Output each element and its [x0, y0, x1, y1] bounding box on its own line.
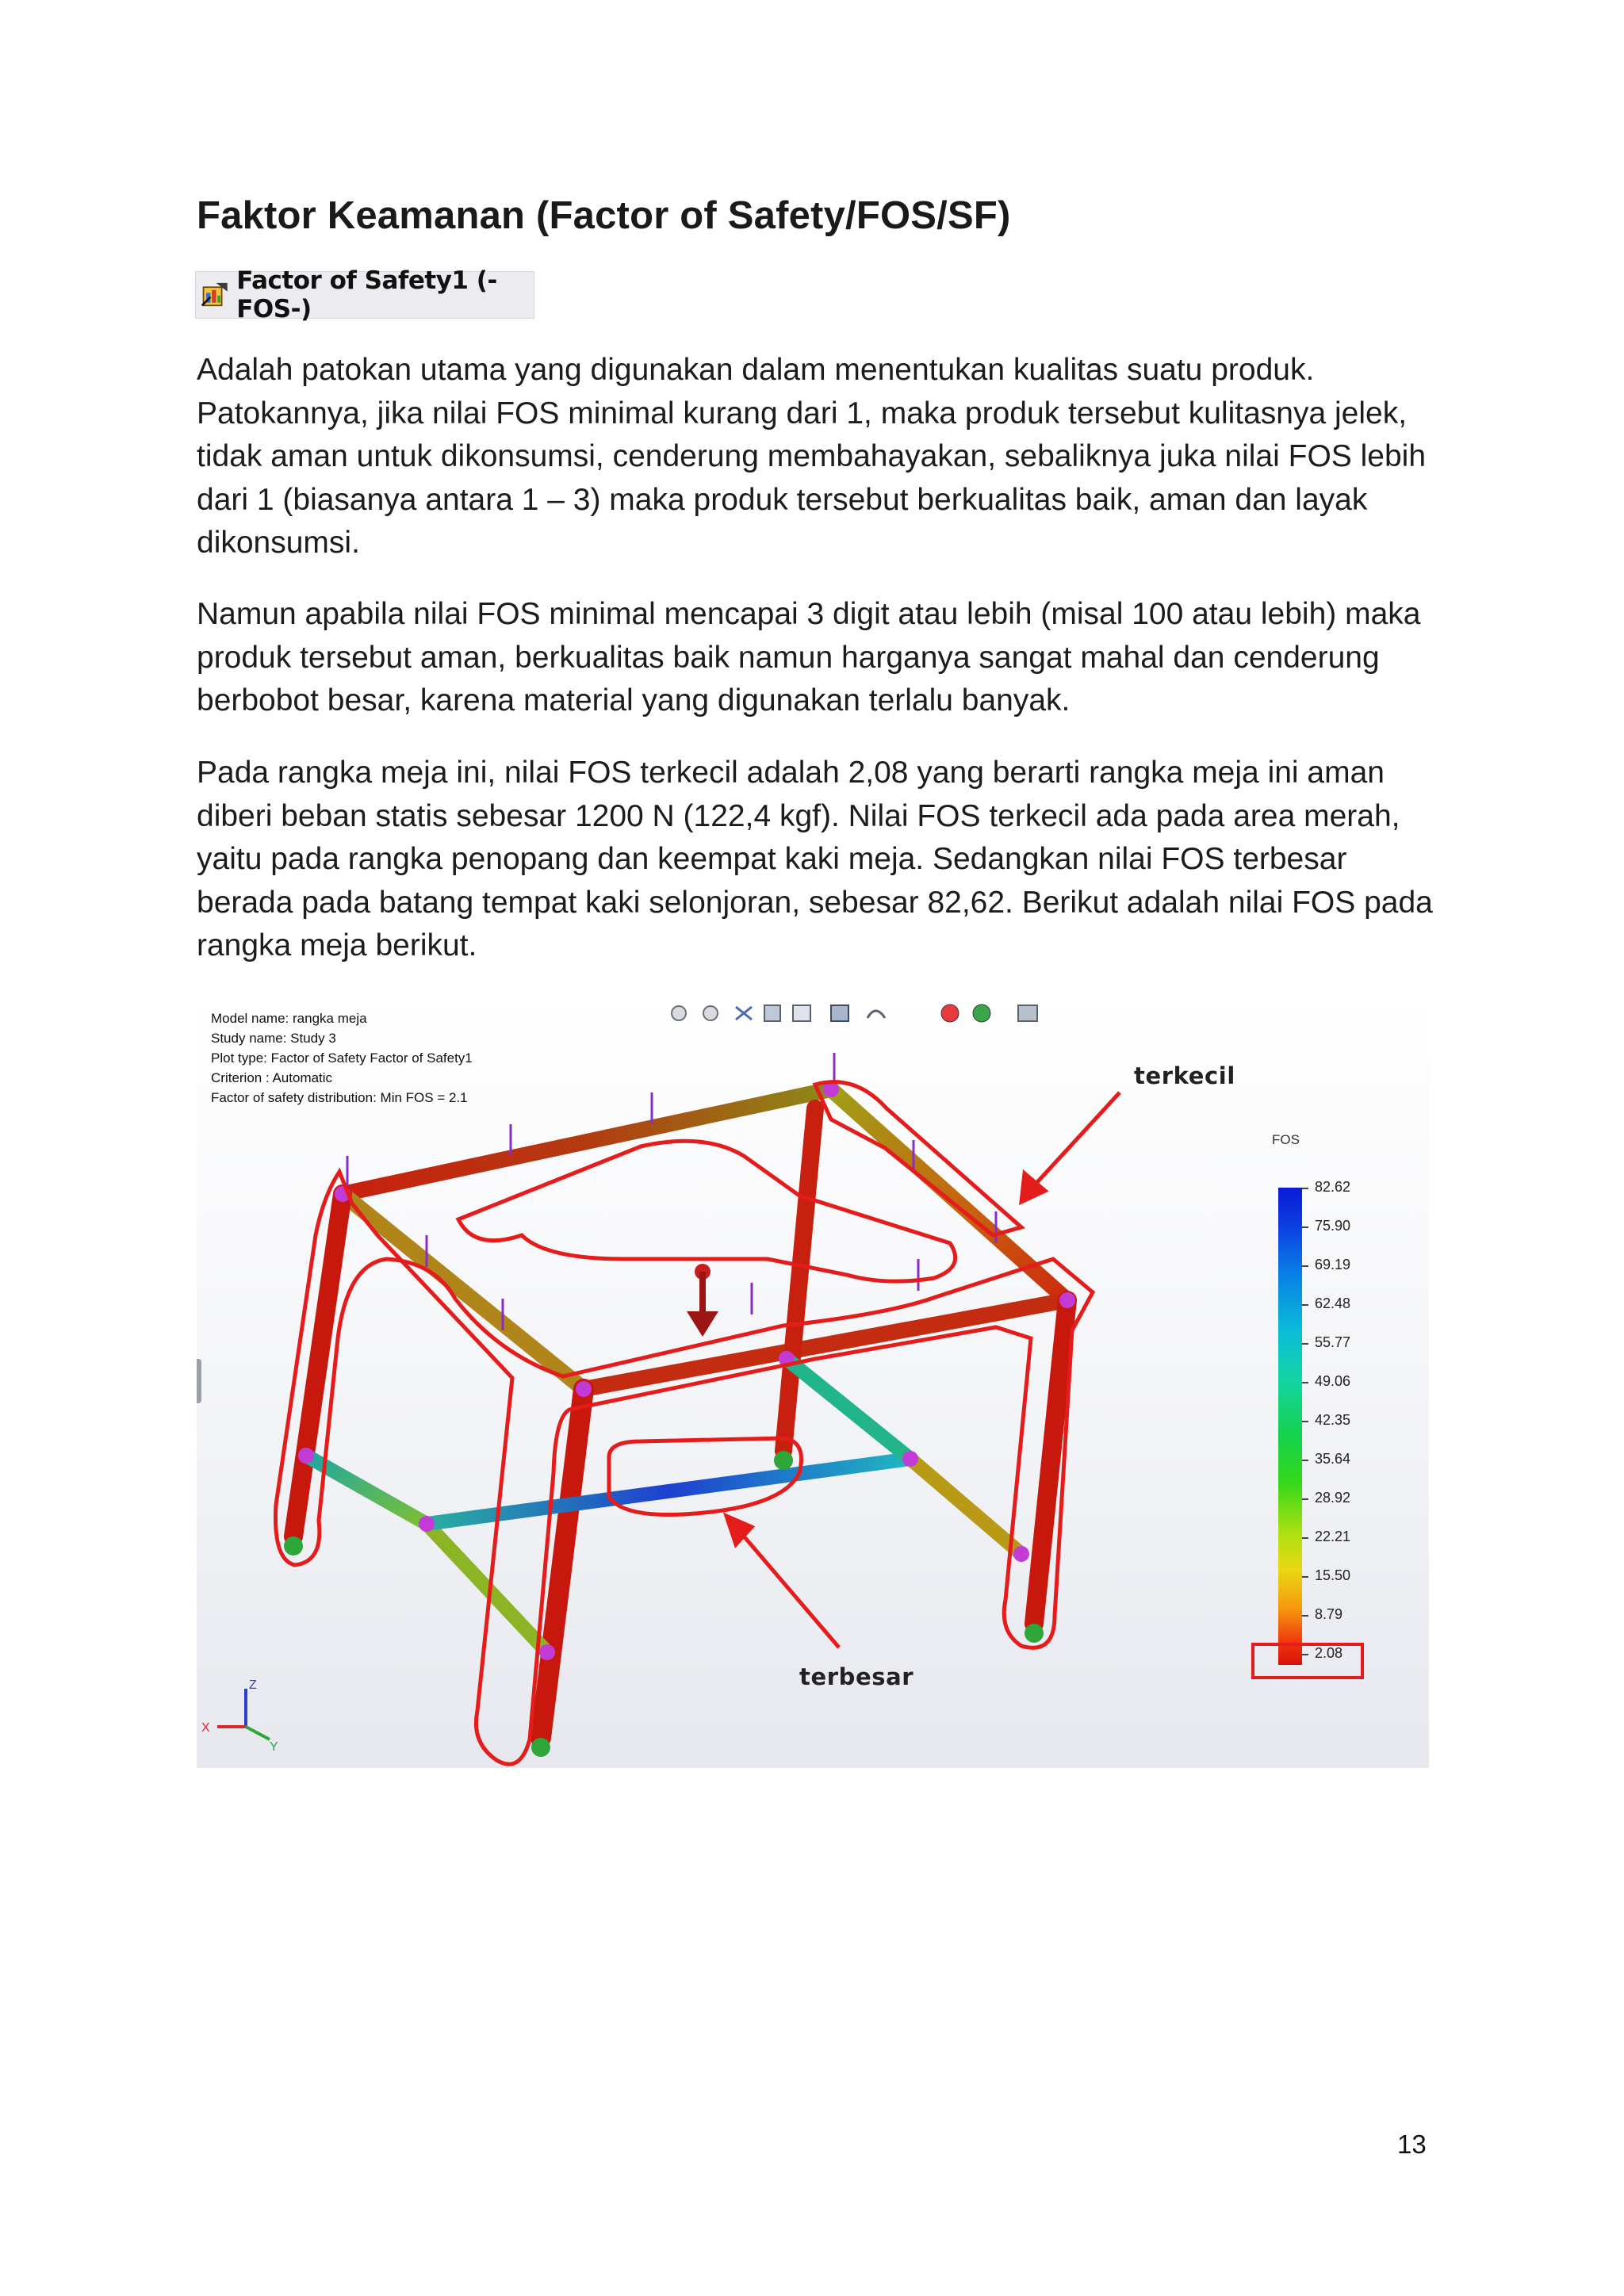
- factor-of-safety-icon: [201, 278, 230, 312]
- page-number: 13: [1397, 2130, 1427, 2159]
- zoom-to-fit-icon[interactable]: [672, 1006, 686, 1020]
- factor-of-safety-label: Factor of Safety1 (-FOS-): [236, 266, 497, 323]
- zoom-area-icon[interactable]: [703, 1006, 718, 1020]
- fos-plot-figure: [197, 997, 1429, 1768]
- legend-value: 2.08: [1315, 1645, 1343, 1661]
- callout-smallest-fos: terkecil: [1134, 1062, 1235, 1089]
- legend-tick: [1302, 1498, 1308, 1500]
- legend-value: 42.35: [1315, 1412, 1351, 1428]
- legend-tick: [1302, 1460, 1308, 1461]
- paragraph-definition: Adalah patokan utama yang digunakan dalam menentukan kualitas suatu produk. Patokannya, jika nilai FOS minimal kurang dari 1, maka produk tersebut kulitasnya jelek, tidak aman untuk dikonsumsi, cenderung membahayakan, sebaliknya juka nilai FOS lebih dari 1 (biasanya antara 1 – 3) maka produk tersebut berkualitas baik, aman dan layak dikonsumsi.: [197, 353, 1427, 560]
- criterion-line: Criterion : Automatic: [211, 1070, 333, 1085]
- legend-value: 82.62: [1315, 1179, 1351, 1195]
- rail-right-lower: [787, 1359, 910, 1459]
- section-view-icon[interactable]: [764, 1005, 780, 1021]
- view-settings-icon[interactable]: [1018, 1005, 1037, 1021]
- plot-type-line: Plot type: Factor of Safety Factor of Safety1: [211, 1050, 473, 1066]
- legend-value: 75.90: [1315, 1218, 1351, 1234]
- panel-collapse-handle[interactable]: [197, 1359, 201, 1403]
- plot-model-info: [211, 1008, 473, 1108]
- rail-right-lower-front: [910, 1459, 1021, 1554]
- callout-largest-fos: terbesar: [799, 1663, 914, 1690]
- rotate-icon[interactable]: [736, 1007, 752, 1020]
- min-fos-line: Factor of safety distribution: Min FOS = 2.1: [211, 1090, 468, 1105]
- legend-title: FOS: [1272, 1132, 1300, 1147]
- leg-back-right: [783, 1108, 815, 1451]
- legend-tick: [1302, 1615, 1308, 1617]
- axis-y-label: Y: [270, 1740, 278, 1754]
- legend-value: 15.50: [1315, 1567, 1351, 1583]
- study-name-line: Study name: Study 3: [211, 1031, 336, 1046]
- view-orientation-icon[interactable]: [793, 1005, 810, 1021]
- display-style-icon[interactable]: [831, 1005, 848, 1021]
- view-toolbar[interactable]: [672, 1004, 1037, 1022]
- legend-value: 55.77: [1315, 1334, 1351, 1350]
- left-top-beam: [343, 1194, 584, 1389]
- legend-tick: [1302, 1576, 1308, 1578]
- legend-value: 35.64: [1315, 1451, 1351, 1467]
- fos-color-legend-bar: [1278, 1188, 1302, 1665]
- axis-z-label: Z: [249, 1678, 257, 1692]
- legend-value: 28.92: [1315, 1490, 1351, 1506]
- legend-tick: [1302, 1421, 1308, 1422]
- legend-value: 22.21: [1315, 1529, 1351, 1544]
- legend-tick: [1302, 1304, 1308, 1306]
- appearance-icon[interactable]: [941, 1004, 959, 1022]
- factor-of-safety-tree-item[interactable]: [195, 266, 534, 323]
- gravity-icon: [687, 1264, 718, 1337]
- coordinate-triad: [201, 1678, 278, 1754]
- model-name-line: Model name: rangka meja: [211, 1011, 367, 1026]
- legend-value: 8.79: [1315, 1606, 1343, 1622]
- paragraph-table-frame: Pada rangka meja ini, nilai FOS terkecil adalah 2,08 yang berarti rangka meja ini aman diberi beban statis sebesar 1200 N (122,4 kgf). Nilai FOS terkecil ada pada area merah, yaitu pada rangka penopang dan keempat kaki meja. Sedangkan nilai FOS terbesar berada pada batang tempat kaki selonjoran, sebesar 82,62. Berikut adalah nilai FOS pada rangka meja berikut.: [197, 756, 1433, 962]
- legend-tick: [1302, 1188, 1308, 1189]
- hide-show-icon[interactable]: [868, 1011, 885, 1018]
- legend-tick: [1302, 1265, 1308, 1267]
- front-top-beam: [584, 1300, 1067, 1389]
- paragraph-high-fos: Namun apabila nilai FOS minimal mencapai 3 digit atau lebih (misal 100 atau lebih) maka produk tersebut aman, berkualitas baik namun harganya sangat mahal dan cenderung berbobot besar, karena material yang digunakan terlalu banyak.: [197, 597, 1421, 718]
- axis-x-label: X: [201, 1721, 210, 1735]
- legend-value: 49.06: [1315, 1373, 1351, 1389]
- scene-icon[interactable]: [973, 1004, 990, 1022]
- legend-value: 69.19: [1315, 1257, 1351, 1272]
- fos-plot-canvas: [197, 997, 1429, 1768]
- legend-tick: [1302, 1226, 1308, 1228]
- section-heading: Faktor Keamanan (Factor of Safety/FOS/SF): [197, 194, 1011, 237]
- legend-tick: [1302, 1382, 1308, 1383]
- legend-value: 62.48: [1315, 1295, 1351, 1311]
- legend-tick: [1302, 1537, 1308, 1539]
- legend-min-highlight: [1251, 1643, 1364, 1679]
- legend-tick: [1302, 1343, 1308, 1345]
